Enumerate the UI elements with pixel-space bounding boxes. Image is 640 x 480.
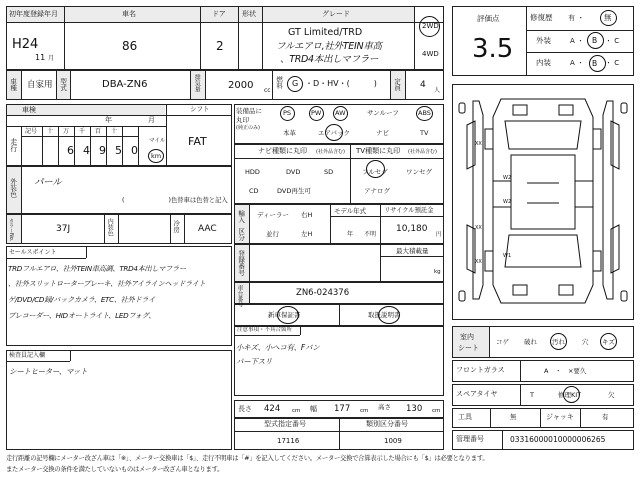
capacity-unit: 人 xyxy=(434,87,441,94)
length-value: 424 xyxy=(264,404,281,414)
color-value: パール xyxy=(34,177,62,188)
height-value: 130 xyxy=(406,404,423,414)
seat-dirt: 汚れ xyxy=(552,338,565,346)
tools-label: 工具 xyxy=(458,413,472,421)
reg-year: H24 xyxy=(12,37,39,52)
tv-fullseg: フルセグ xyxy=(362,168,388,176)
equip-tv: TV xyxy=(420,129,429,137)
inspector-block xyxy=(6,350,232,450)
navi-dvd-play: DVD再生可 xyxy=(277,187,311,195)
import-label-2: 区分 xyxy=(237,228,246,241)
seat-hole: 穴 xyxy=(582,338,589,346)
equip-sunroof: サンルーフ xyxy=(367,109,399,117)
selling-label: セールスポイント xyxy=(9,249,57,256)
shift-value: FAT xyxy=(188,135,207,148)
category-label: 類別区分番号 xyxy=(366,420,408,428)
mileage-unit-km: km xyxy=(151,152,162,160)
damage-label-5: XX xyxy=(475,259,482,265)
selling-line-2: 、社外スリットローターブレーキ、社外アイラインヘッドライト xyxy=(8,279,206,288)
equip-airbag: エアバック xyxy=(318,129,350,137)
tools-value: 無 xyxy=(510,413,517,421)
capacity-label: 定員 xyxy=(393,78,402,91)
footer-line-2: またメーター交換の条件を満たしていないものはメーター改ざん車となります。 xyxy=(6,466,224,473)
width-label: 幅 xyxy=(310,405,317,413)
mileage-h-100: 百 xyxy=(95,128,102,135)
model-year-year: 年 xyxy=(347,231,354,238)
damage-label-3: XX xyxy=(475,225,482,231)
interior-b: B xyxy=(592,59,598,68)
car-name-label: 車名 xyxy=(122,10,136,18)
notes-line-2: パー下スリ xyxy=(236,357,272,366)
record-new: 新車保証書 xyxy=(268,311,301,319)
score-value: 3.5 xyxy=(472,34,514,64)
interior-c-circle xyxy=(589,55,606,72)
import-right: 右H xyxy=(301,211,313,219)
mileage-digit-1: 6 xyxy=(67,144,74,157)
mileage-digit-2: 4 xyxy=(83,144,90,157)
length-unit: cm xyxy=(292,408,301,414)
car-type-label: 車種 xyxy=(9,78,18,91)
repair-selected: 無 xyxy=(604,13,612,22)
recycle-value: 10,180 xyxy=(396,224,428,234)
inspector-label: 検査員記入欄 xyxy=(9,352,46,359)
mileage-unit-mile: マイル xyxy=(149,138,166,144)
exterior-b: B xyxy=(592,36,598,45)
mgmt-label: 管理番号 xyxy=(456,435,484,443)
grade-line-1: GT Limited/TRD xyxy=(288,27,363,38)
record-manual: 取扱説明書 xyxy=(368,311,401,319)
interior-c: ・ C xyxy=(605,59,620,67)
score-label: 評価点 xyxy=(477,14,500,23)
glass-label: フロントガラス xyxy=(456,366,505,374)
drive-2wd: 2WD xyxy=(422,22,439,30)
tv-analog: アナログ xyxy=(364,187,390,195)
inspection-label: 車検 xyxy=(22,106,36,114)
mileage-label: 走行 xyxy=(9,138,18,152)
import-dealer: ディーラー xyxy=(257,211,289,219)
mileage-h-10k: 万 xyxy=(63,128,70,135)
exterior-label: 外装 xyxy=(536,36,551,45)
inspection-year: 年 xyxy=(105,116,112,124)
mileage-digit-4: 5 xyxy=(115,144,122,157)
car-outline-icon xyxy=(453,85,633,319)
spare-kit: 修理KIT xyxy=(558,391,582,399)
navi-label: ナビ種類に丸印 xyxy=(258,147,307,155)
damage-label-2: W2 xyxy=(503,175,512,181)
load-unit: kg xyxy=(434,269,441,275)
reg-month: 11 xyxy=(35,53,46,62)
height-unit: cm xyxy=(432,408,441,414)
tv-oneseg: ワンセグ xyxy=(406,168,432,176)
model-label: 型式 xyxy=(59,78,68,91)
displacement-label: 排気量 xyxy=(193,74,201,92)
fuel-g: G xyxy=(292,79,299,88)
interior-a: A ・ xyxy=(570,59,585,67)
damage-label-6: W1 xyxy=(503,253,512,259)
chassis-label: 車台番号 xyxy=(236,285,243,307)
notes-label: 注意事項・不具合箇所 xyxy=(237,327,293,333)
category-value: 1009 xyxy=(384,437,402,445)
spec-row xyxy=(6,70,444,100)
seat-burn: コゲ xyxy=(496,338,509,346)
color-block xyxy=(6,166,232,214)
load-label: 最大積載量 xyxy=(396,247,429,255)
mileage-h-1k: 千 xyxy=(79,128,86,135)
equipment-label-3: (純正のみ) xyxy=(236,125,260,131)
navi-sub: (社外品含む) xyxy=(316,149,345,155)
spare-t: T xyxy=(530,391,534,399)
damage-label-1: XX xyxy=(475,141,482,147)
tv-sub: (社外品含む) xyxy=(408,149,437,155)
spare-none: 欠 xyxy=(608,391,615,399)
grade-line-2: フルエアロ,社外TEIN車高 xyxy=(276,41,382,52)
equipment-label-2: 丸印 xyxy=(236,116,249,124)
equip-leather: 本革 xyxy=(283,129,296,137)
repair-options: 有 ・ xyxy=(568,14,585,22)
selling-line-1: TRDフルエアロ、社外TEIN車高調、TRD4本出しマフラー xyxy=(8,264,186,273)
equip-navi: ナビ xyxy=(376,129,389,137)
equip-aw: AW xyxy=(335,109,346,117)
ac-value: AAC xyxy=(198,224,217,234)
reg-no-label: 登録番号 xyxy=(237,250,246,276)
fuel-options: ・D・HV・( ) xyxy=(305,79,377,88)
model-code: DBA-ZN6 xyxy=(102,79,148,90)
mileage-h-10: 十 xyxy=(47,128,54,135)
type-designation-value: 17116 xyxy=(277,437,300,445)
shift-label: シフト xyxy=(190,105,210,113)
import-label: 輸入 xyxy=(237,210,246,223)
mileage-h-sign: 記号 xyxy=(25,128,38,135)
notes-line-1: 小キズ、小ヘコ有、Fバン xyxy=(236,343,320,352)
import-parallel: 並行 xyxy=(266,230,279,238)
glass-value: A ・ ×要久 xyxy=(544,367,587,375)
recycle-unit: 円 xyxy=(436,232,442,238)
car-type: 自家用 xyxy=(27,80,53,90)
cc-unit: cc xyxy=(264,87,271,94)
repair-label: 修復歴 xyxy=(530,13,553,22)
grade-line-3: 、TRD4本出しマフラー xyxy=(280,54,379,65)
seat-label-2: シート xyxy=(458,344,479,352)
type-designation-label: 型式指定番号 xyxy=(264,420,306,428)
door-label: ドア xyxy=(212,10,226,18)
exterior-a: A ・ xyxy=(570,37,585,45)
spare-label: スペアタイヤ xyxy=(456,390,498,398)
width-value: 177 xyxy=(334,404,351,414)
seat-tear: 破れ xyxy=(524,338,537,346)
width-unit: cm xyxy=(360,408,369,414)
interior-color-label: 内装色 xyxy=(106,218,114,236)
ac-label: 冷房 xyxy=(172,220,181,233)
equip-ps: PS xyxy=(283,109,292,117)
mileage-digit-5: 0 xyxy=(131,144,138,157)
model-year-unknown: 不明 xyxy=(364,231,377,238)
displacement: 2000 xyxy=(228,80,254,91)
selling-line-3: ゲ/DVD/CD録/バックカメラ、ETC、社外ドライ xyxy=(8,295,155,304)
grade-label: グレード xyxy=(322,10,350,18)
navi-hdd: HDD xyxy=(245,168,260,176)
navi-cd: CD xyxy=(249,187,259,195)
capacity: 4 xyxy=(420,80,426,90)
car-name: 86 xyxy=(122,39,138,53)
month-unit: 月 xyxy=(48,55,55,62)
exterior-c: ・ C xyxy=(605,37,620,45)
navi-dvd: DVD xyxy=(286,168,301,176)
shape-label: 形状 xyxy=(242,10,256,18)
seat-scratch: キズ xyxy=(602,338,615,346)
seat-label: 室内 xyxy=(460,333,474,341)
inspector-line: シートヒーター、マット xyxy=(9,367,88,376)
footer-line-1: 走行距離の記号欄にメーター改ざん車は「※」、メーター交換車は「$」、走行不明車は「#」を記入してください。メーター交換で合算表示した場合にも「$」は必要となります。 xyxy=(6,455,489,462)
chassis-value: ZN6-024376 xyxy=(296,288,350,298)
equipment-label: 装備品に xyxy=(236,107,262,115)
damage-label-4: W2 xyxy=(503,199,512,205)
drive-4wd: 4WD xyxy=(422,50,439,58)
car-diagram xyxy=(452,84,634,320)
mileage-digit-3: 9 xyxy=(99,144,106,157)
equip-abs: ABS xyxy=(418,109,431,117)
equip-pw: PW xyxy=(311,109,322,117)
color-label: 外装色 xyxy=(9,178,18,198)
jack-label: ジャッキ xyxy=(546,413,574,421)
import-left: 左H xyxy=(301,230,313,238)
navi-sd: SD xyxy=(324,168,334,176)
reg-year-label: 初年度登録年月 xyxy=(9,10,58,18)
color-no-value: 37J xyxy=(56,224,71,234)
color-no-label: カラーNo. xyxy=(8,218,14,242)
mgmt-value: 03316000010000006265 xyxy=(510,435,606,444)
inspection-month: 月 xyxy=(148,116,155,124)
model-year-label: モデル年式 xyxy=(334,207,367,215)
mileage-h-10b: 十 xyxy=(111,128,118,135)
color-note: ( )色替車は色替と記入 xyxy=(122,197,228,204)
jack-value: 有 xyxy=(602,413,609,421)
selling-line-4: ブレコーダー、HIDオートライト、LEDフォグ、 xyxy=(8,311,156,320)
fuel-label: 燃料 xyxy=(275,76,284,89)
interior-label: 内装 xyxy=(536,58,551,67)
door-count: 2 xyxy=(216,39,224,53)
tv-label: TV種類に丸印 xyxy=(356,147,401,155)
height-label: 高さ xyxy=(378,403,391,411)
length-label: 長さ xyxy=(238,405,252,413)
recycle-label: リサイクル預託金 xyxy=(384,207,434,214)
